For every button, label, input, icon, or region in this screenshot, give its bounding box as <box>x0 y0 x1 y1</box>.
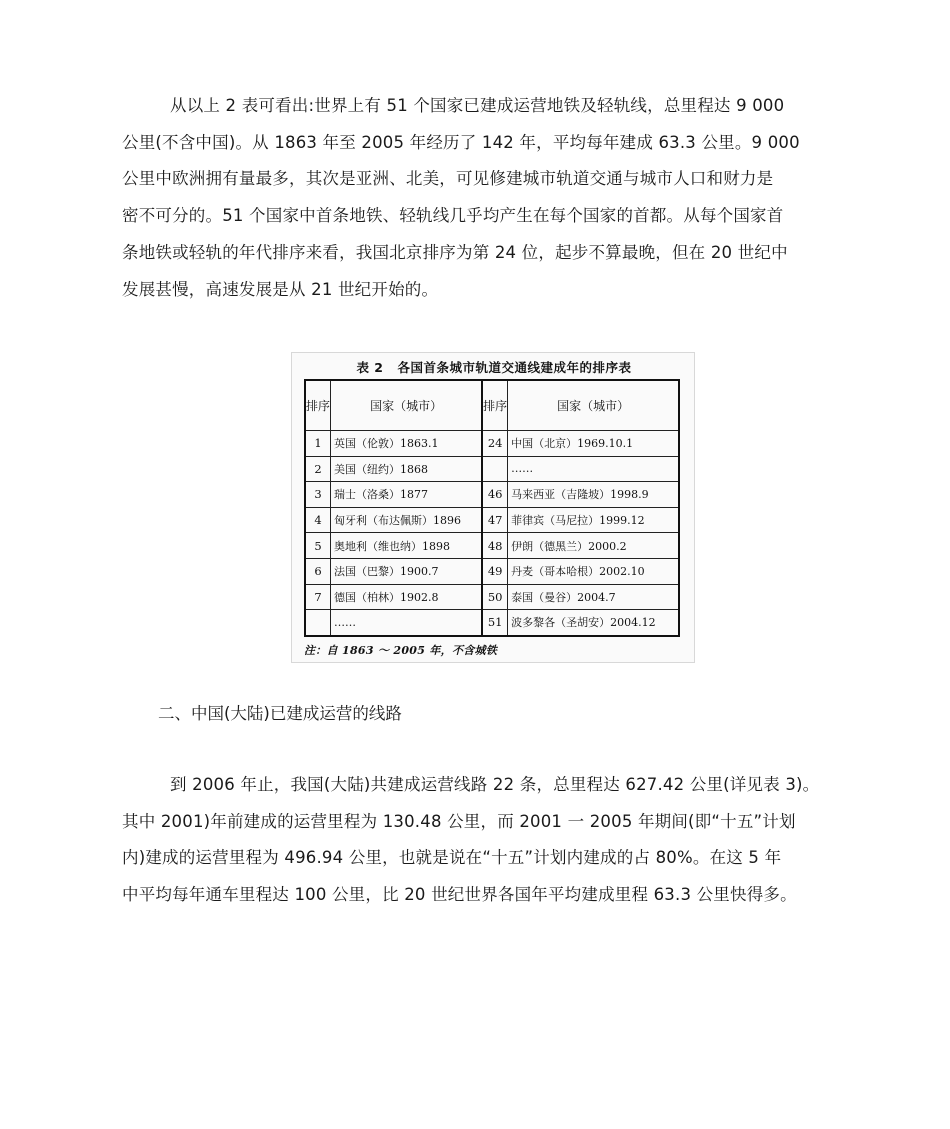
paragraph-line: 从以上 2 表可看出:世界上有 51 个国家已建成运营地铁及轻轨线，总里程达 9 000 <box>170 96 785 115</box>
table-row <box>305 482 679 508</box>
table-row <box>305 533 679 559</box>
paragraph-line: 内)建成的运营里程为 496.94 公里，也就是说在“十五”计划内建成的占 80%。在这 5 年 <box>122 848 782 868</box>
paragraph-line: 密不可分的。51 个国家中首条地铁、轻轨线几乎均产生在每个国家的首都。从每个国家首 <box>122 206 784 226</box>
header-rank-right: 排序 <box>482 380 508 431</box>
rank-cell: 49 <box>482 558 508 584</box>
rank-cell: 5 <box>305 533 331 559</box>
paragraph-line: 到 2006 年止，我国(大陆)共建成运营线路 22 条，总里程达 627.42 公里(详见表 3)。 <box>170 775 820 794</box>
country-cell: …… <box>331 610 483 636</box>
country-cell: 匈牙利（布达佩斯）1896 <box>331 507 483 533</box>
paragraph-line: 中平均每年通车里程达 100 公里，比 20 世纪世界各国年平均建成里程 63.3 公里快得多。 <box>122 885 797 905</box>
country-cell: 丹麦（哥本哈根）2002.10 <box>508 558 679 584</box>
rank-cell: 6 <box>305 558 331 584</box>
rank-cell: 3 <box>305 482 331 508</box>
country-cell: 泰国（曼谷）2004.7 <box>508 584 679 610</box>
table-row <box>305 558 679 584</box>
table-caption <box>292 358 696 376</box>
table-row <box>305 610 679 636</box>
table-caption-text: 各国首条城市轨道交通线建成年的排序表 <box>397 360 632 375</box>
rank-cell <box>482 456 508 482</box>
header-country-left: 国家（城市） <box>331 380 483 431</box>
country-cell: 奥地利（维也纳）1898 <box>331 533 483 559</box>
section-heading: 二、中国(大陆)已建成运营的线路 <box>158 704 402 723</box>
rank-cell: 47 <box>482 507 508 533</box>
country-cell: 法国（巴黎）1900.7 <box>331 558 483 584</box>
table-note: 注：自 1863 ～ 2005 年，不含城铁 <box>304 644 498 657</box>
paragraph-line: 公里中欧洲拥有量最多，其次是亚洲、北美，可见修建城市轨道交通与城市人口和财力是 <box>122 169 774 189</box>
country-cell: 菲律宾（马尼拉）1999.12 <box>508 507 679 533</box>
rank-cell: 1 <box>305 431 331 457</box>
ranking-table-figure <box>291 352 695 663</box>
country-cell: 马来西亚（吉隆坡）1998.9 <box>508 482 679 508</box>
china-paragraph <box>122 767 832 914</box>
rank-cell: 51 <box>482 610 508 636</box>
rank-cell: 46 <box>482 482 508 508</box>
table-caption-number: 表 2 <box>356 360 384 375</box>
country-cell: 德国（柏林）1902.8 <box>331 584 483 610</box>
header-country-right: 国家（城市） <box>508 380 679 431</box>
rank-cell: 2 <box>305 456 331 482</box>
rank-cell: 4 <box>305 507 331 533</box>
rank-cell: 50 <box>482 584 508 610</box>
rank-cell: 7 <box>305 584 331 610</box>
table-row <box>305 584 679 610</box>
country-cell: 瑞士（洛桑）1877 <box>331 482 483 508</box>
country-cell: 中国（北京）1969.10.1 <box>508 431 679 457</box>
country-cell: 美国（纽约）1868 <box>331 456 483 482</box>
country-cell: …… <box>508 456 679 482</box>
table-header-row <box>305 380 679 431</box>
header-rank-left: 排序 <box>305 380 331 431</box>
rank-cell <box>305 610 331 636</box>
rank-cell: 24 <box>482 431 508 457</box>
ranking-table <box>304 379 680 637</box>
rank-cell: 48 <box>482 533 508 559</box>
table-row <box>305 507 679 533</box>
paragraph-line: 其中 2001)年前建成的运营里程为 130.48 公里，而 2001 一 2005 年期间(即“十五”计划 <box>122 811 796 831</box>
table-row <box>305 431 679 457</box>
country-cell: 英国（伦敦）1863.1 <box>331 431 483 457</box>
paragraph-line: 发展甚慢，高速发展是从 21 世纪开始的。 <box>122 279 439 299</box>
table-row <box>305 456 679 482</box>
country-cell: 伊朗（德黑兰）2000.2 <box>508 533 679 559</box>
paragraph-line: 条地铁或轻轨的年代排序来看，我国北京排序为第 24 位，起步不算最晚，但在 20 世纪中 <box>122 242 788 262</box>
intro-paragraph <box>122 88 832 308</box>
country-cell: 波多黎各（圣胡安）2004.12 <box>508 610 679 636</box>
paragraph-line: 公里(不含中国)。从 1863 年至 2005 年经历了 142 年，平均每年建成 63.3 公里。9 000 <box>122 132 800 152</box>
